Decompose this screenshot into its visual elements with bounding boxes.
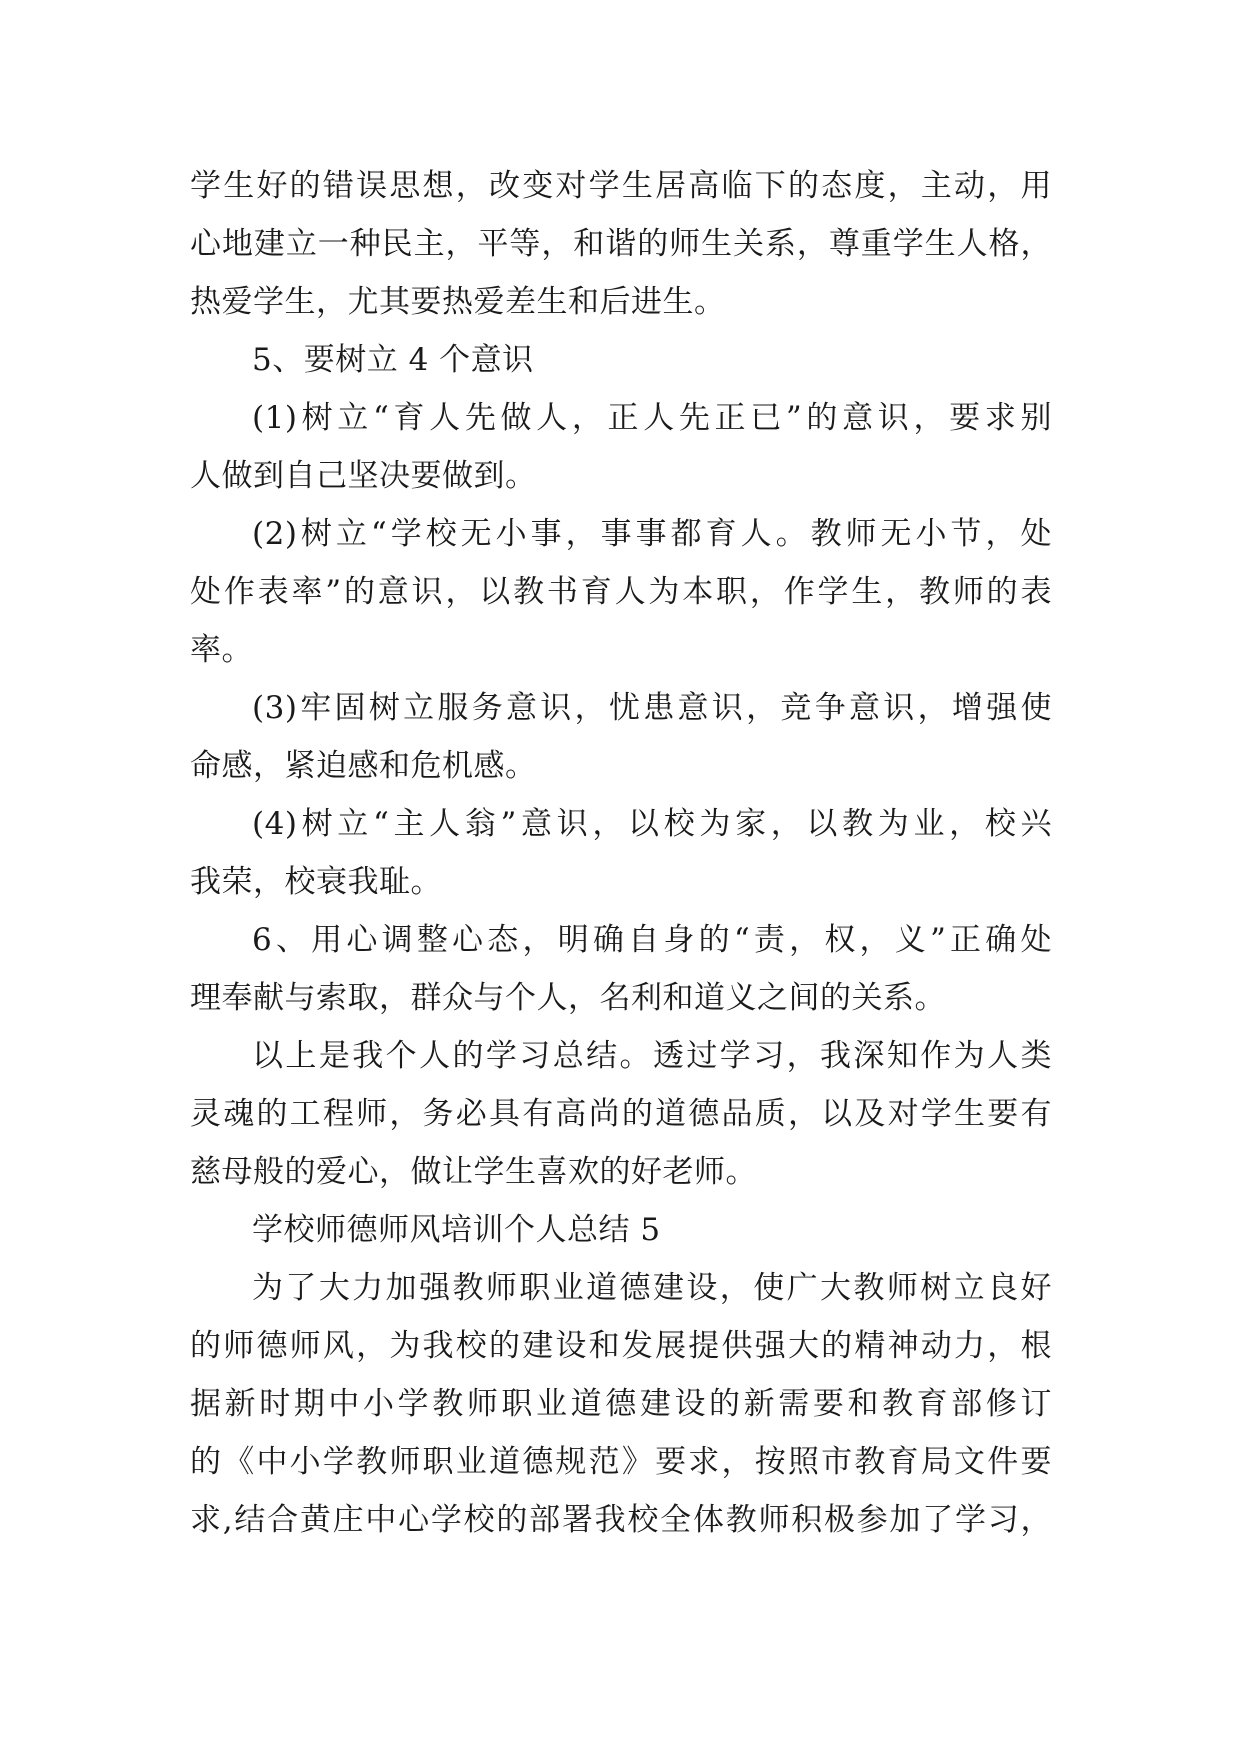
text-line: 命感，紧迫感和危机感。 xyxy=(190,748,537,784)
text-line: 热爱学生，尤其要热爱差生和后进生。 xyxy=(190,284,726,320)
text-line: (2)树立“学校无小事，事事都育人。教师无小节，处 xyxy=(252,516,1052,552)
text-line: 以上是我个人的学习总结。透过学习，我深知作为人类 xyxy=(252,1038,1052,1074)
text-line: 的师德师风，为我校的建设和发展提供强大的精神动力，根 xyxy=(190,1328,1052,1364)
text-line: 灵魂的工程师，务必具有高尚的道德品质，以及对学生要有 xyxy=(190,1096,1052,1132)
text-line: 我荣，校衰我耻。 xyxy=(190,864,442,900)
text-line: 理奉献与索取，群众与个人，名利和道义之间的关系。 xyxy=(190,980,946,1016)
text-line: 据新时期中小学教师职业道德建设的新需要和教育部修订 xyxy=(190,1386,1052,1422)
text-line: 率。 xyxy=(190,632,253,668)
text-line: 学生好的错误思想，改变对学生居高临下的态度，主动，用 xyxy=(190,168,1052,204)
text-line: (3)牢固树立服务意识，忧患意识，竞争意识，增强使 xyxy=(252,690,1052,726)
text-line: 为了大力加强教师职业道德建设，使广大教师树立良好 xyxy=(252,1270,1052,1306)
text-line: (1)树立“育人先做人，正人先正已”的意识，要求别 xyxy=(252,400,1052,436)
text-line: 的《中小学教师职业道德规范》要求，按照市教育局文件要 xyxy=(190,1444,1052,1480)
text-line: 求,结合黄庄中心学校的部署我校全体教师积极参加了学习， xyxy=(190,1502,1052,1538)
text-line: (4)树立“主人翁”意识，以校为家，以教为业，校兴 xyxy=(252,806,1052,842)
text-line: 处作表率”的意识，以教书育人为本职，作学生，教师的表 xyxy=(190,574,1052,610)
text-line: 6、用心调整心态，明确自身的“责，权，义”正确处 xyxy=(252,922,1052,958)
section-heading: 学校师德师风培训个人总结 5 xyxy=(252,1212,661,1248)
text-line: 慈母般的爱心，做让学生喜欢的好老师。 xyxy=(190,1154,757,1190)
text-line: 人做到自己坚决要做到。 xyxy=(190,458,537,494)
text-line: 心地建立一种民主，平等，和谐的师生关系，尊重学生人格， xyxy=(190,226,1052,262)
section-heading: 5、要树立 4 个意识 xyxy=(252,342,534,378)
